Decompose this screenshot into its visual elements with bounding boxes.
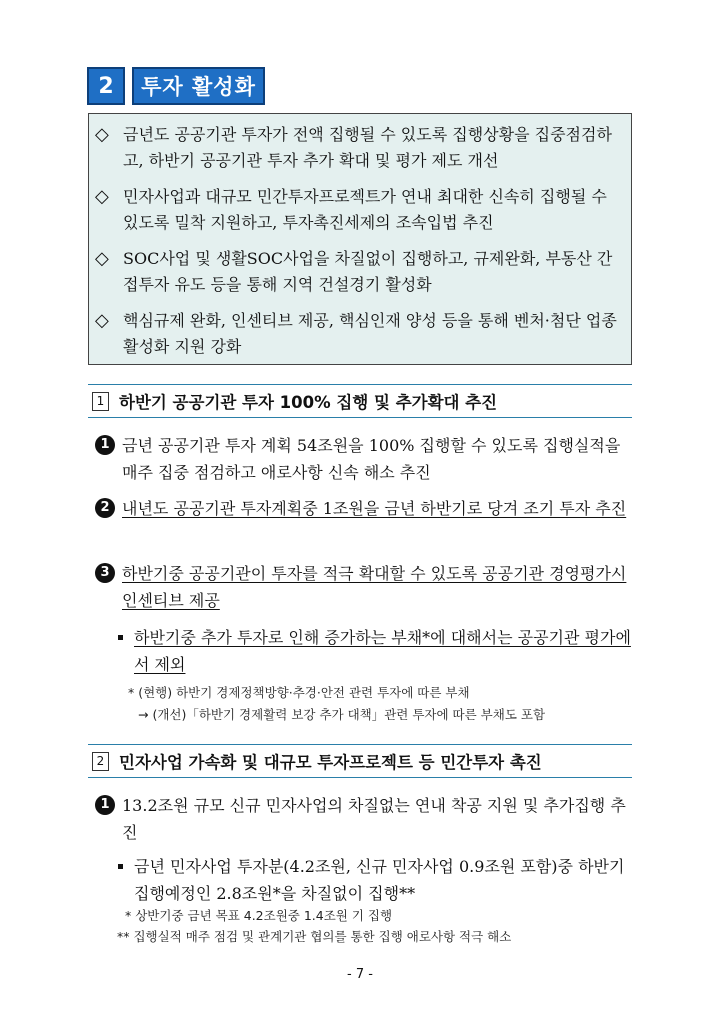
- subheading-2: [88, 744, 632, 778]
- sub-item-text: 하반기중 추가 투자로 인해 증가하는 부채*에 대해서는 공공기관 평가에서 제외: [134, 628, 631, 674]
- subheading-title: 하반기 공공기관 투자 100% 집행 및 추가확대 추진: [119, 393, 498, 412]
- summary-text: 핵심규제 완화, 인센티브 제공, 핵심인재 양성 등을 통해 벤처·첨단 업종 활성화 지원 강화: [123, 311, 617, 356]
- number-bullet: 2: [95, 498, 115, 518]
- diamond-icon: ◇: [95, 248, 109, 269]
- item-text: 금년 공공기관 투자 계획 54조원을 100% 집행할 수 있도록 집행실적을 매주 집중 점검하고 애로사항 신속 해소 추진: [122, 436, 621, 482]
- summary-box: [88, 113, 632, 365]
- number-bullet: 1: [95, 435, 115, 455]
- number-bullet: 3: [95, 563, 115, 583]
- sub-item-text: 금년 민자사업 투자분(4.2조원, 신규 민자사업 0.9조원 포함)중 하반기 집행예정인 2.8조원*을 차질없이 집행**: [134, 857, 625, 903]
- item-text: 13.2조원 규모 신규 민자사업의 차질없는 연내 착공 지원 및 추가집행 추진: [122, 796, 626, 842]
- subheading-number: 1: [92, 392, 109, 411]
- square-bullet-icon: [118, 635, 123, 640]
- summary-text: SOC사업 및 생활SOC사업을 차질없이 집행하고, 규제완화, 부동산 간접투자 유도 등을 통해 지역 건설경기 활성화: [123, 249, 613, 294]
- subheading-1: [88, 384, 632, 418]
- section-number: 2: [87, 67, 125, 105]
- square-bullet-icon: [118, 864, 123, 869]
- summary-text: 민자사업과 대규모 민간투자프로젝트가 연내 최대한 신속히 집행될 수 있도록 밀착 지원하고, 투자촉진세제의 조속입법 추진: [123, 187, 607, 232]
- section-title: 투자 활성화: [132, 67, 265, 105]
- number-bullet: 1: [95, 795, 115, 815]
- page-number: - 7 -: [347, 967, 373, 982]
- footnote: * 상반기중 금년 목표 4.2조원중 1.4조원 기 집행: [125, 908, 393, 923]
- item-text: 내년도 공공기관 투자계획중 1조원을 금년 하반기로 당겨 조기 투자 추진: [122, 499, 627, 518]
- subheading-title: 민자사업 가속화 및 대규모 투자프로젝트 등 민간투자 촉진: [119, 753, 542, 772]
- diamond-icon: ◇: [95, 124, 109, 145]
- footnote: ** 집행실적 매주 점검 및 관계기관 협의를 통한 집행 애로사항 적극 해소: [117, 929, 512, 944]
- item-text: 하반기중 공공기관이 투자를 적극 확대할 수 있도록 공공기관 경영평가시 인센티브 제공: [122, 564, 627, 610]
- diamond-icon: ◇: [95, 186, 109, 207]
- summary-text: 금년도 공공기관 투자가 전액 집행될 수 있도록 집행상황을 집중점검하고, 하반기 공공기관 투자 추가 확대 및 평가 제도 개선: [123, 125, 612, 170]
- footnote: * (현행) 하반기 경제정책방향·추경·안전 관련 투자에 따른 부채: [128, 685, 470, 700]
- footnote: → (개선)「하반기 경제활력 보강 추가 대책」관련 투자에 따른 부채도 포함: [138, 707, 546, 722]
- diamond-icon: ◇: [95, 310, 109, 331]
- subheading-number: 2: [92, 752, 109, 771]
